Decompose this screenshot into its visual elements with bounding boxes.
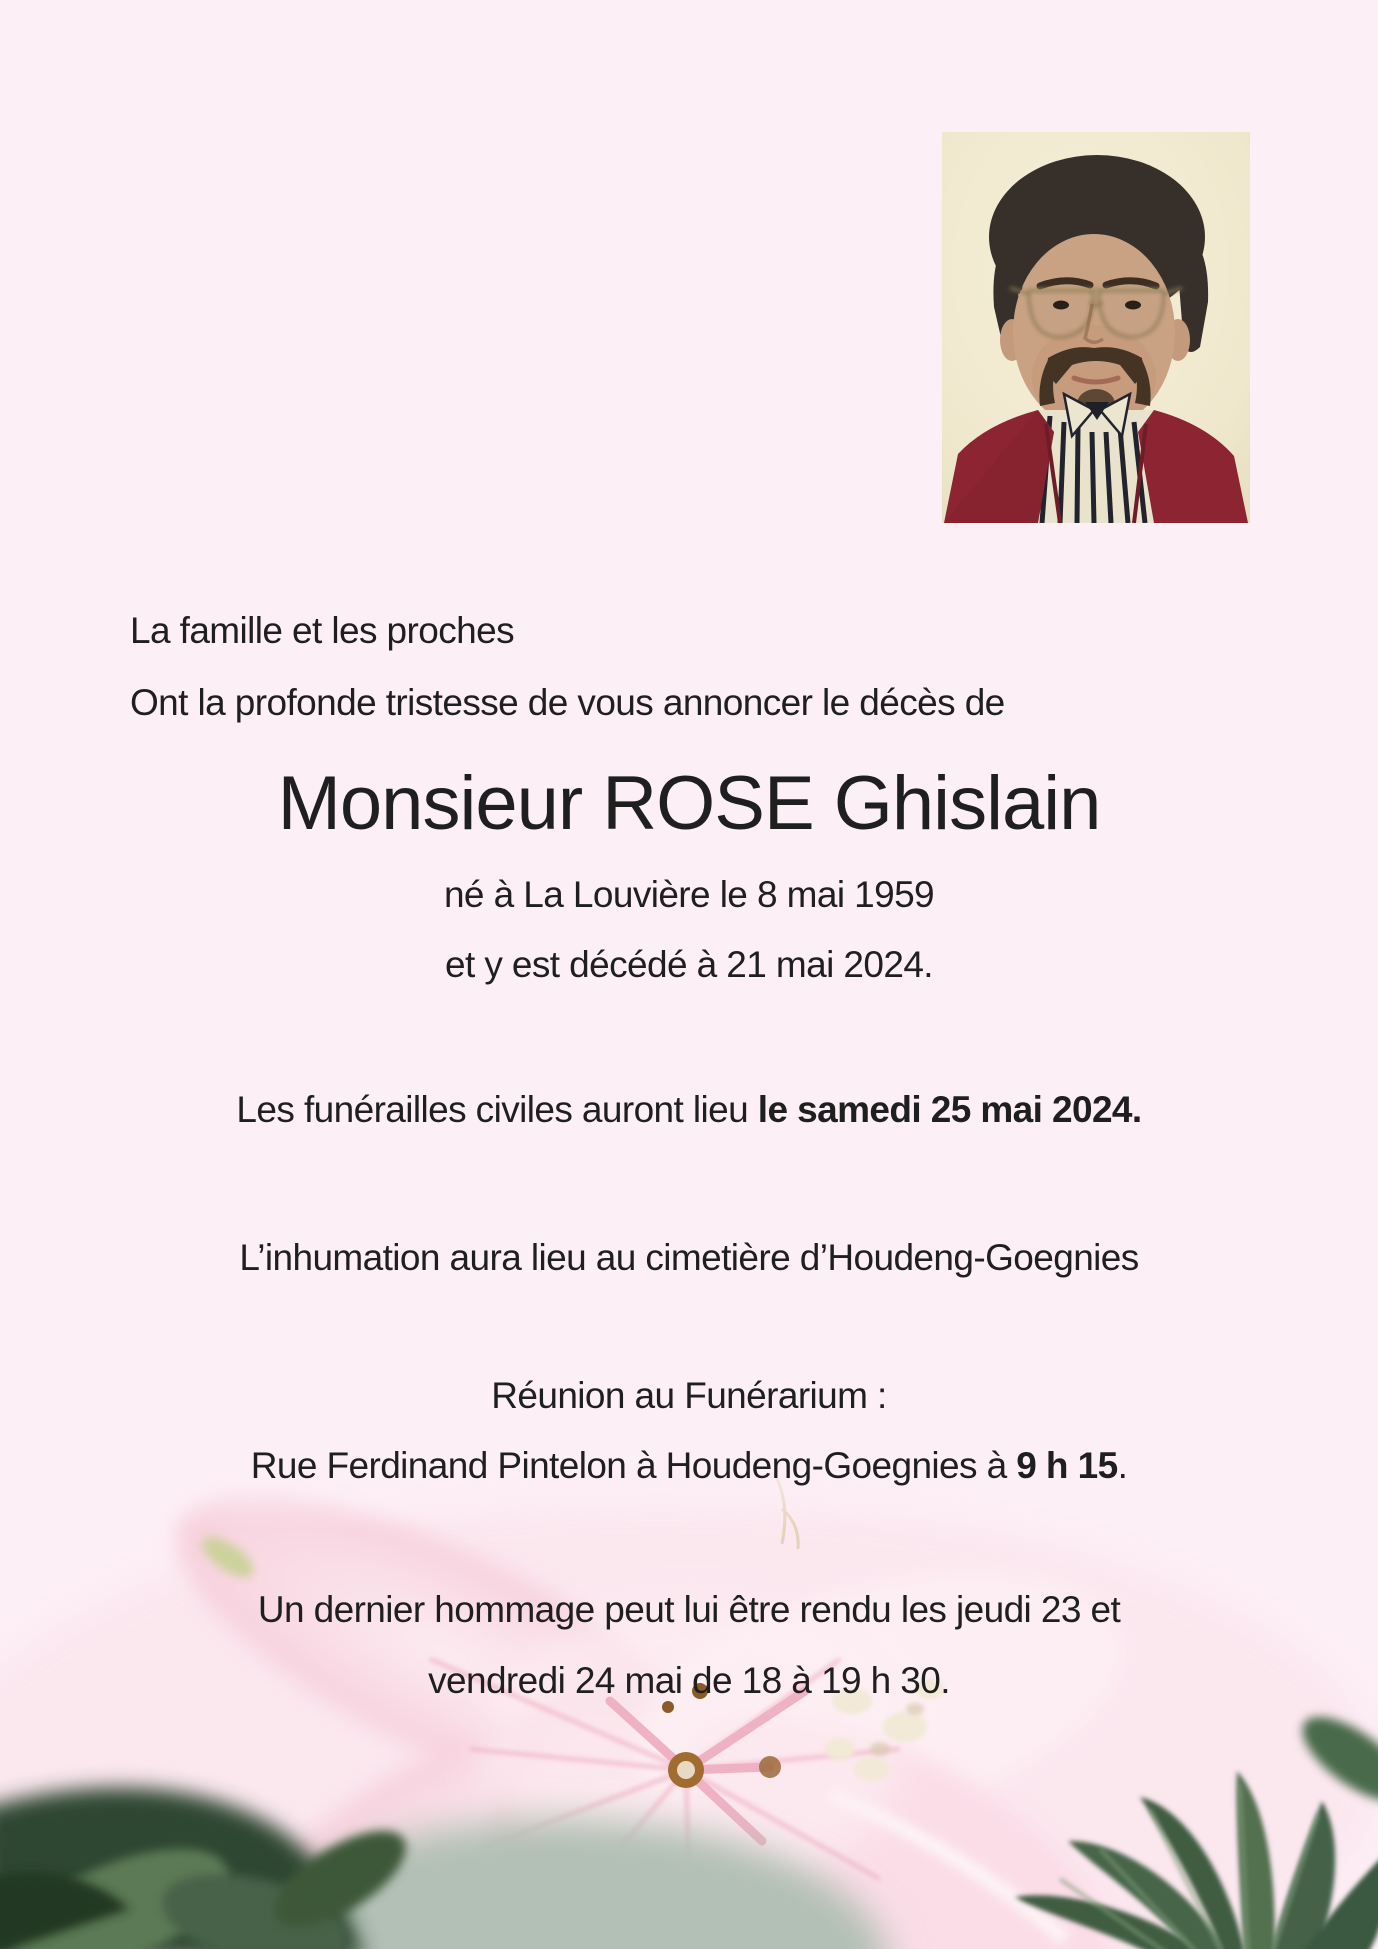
tribute-line-1: Un dernier hommage peut lui être rendu les jeudi 23 et (257, 1589, 1121, 1630)
burial-line: L’inhumation aura lieu au cimetière d’Houdeng-Goegnies (239, 1237, 1139, 1278)
meeting-time: 9 h 15 (1016, 1445, 1118, 1486)
meeting-address-period: . (1117, 1445, 1128, 1486)
family-line: La famille et les proches (130, 610, 514, 651)
meeting-address-text: Rue Ferdinand Pintelon à Houdeng-Goegnies à (250, 1445, 1017, 1486)
portrait-photo (942, 132, 1250, 523)
funeral-date: le samedi 25 mai 2024. (757, 1089, 1142, 1130)
tribute-line-2: vendredi 24 mai de 18 à 19 h 30. (428, 1660, 950, 1701)
funeral-line-text: Les funérailles civiles auront lieu (236, 1089, 758, 1130)
announcement-line: Ont la profonde tristesse de vous annoncer le décès de (130, 682, 1005, 723)
birth-line: né à La Louvière le 8 mai 1959 (443, 874, 935, 915)
deceased-name: Monsieur ROSE Ghislain (277, 761, 1101, 846)
death-line: et y est décédé à 21 mai 2024. (444, 944, 933, 985)
funeral-line (0, 1091, 1378, 1128)
meeting-title: Réunion au Funérarium : (491, 1375, 887, 1416)
meeting-address (0, 1447, 1378, 1484)
